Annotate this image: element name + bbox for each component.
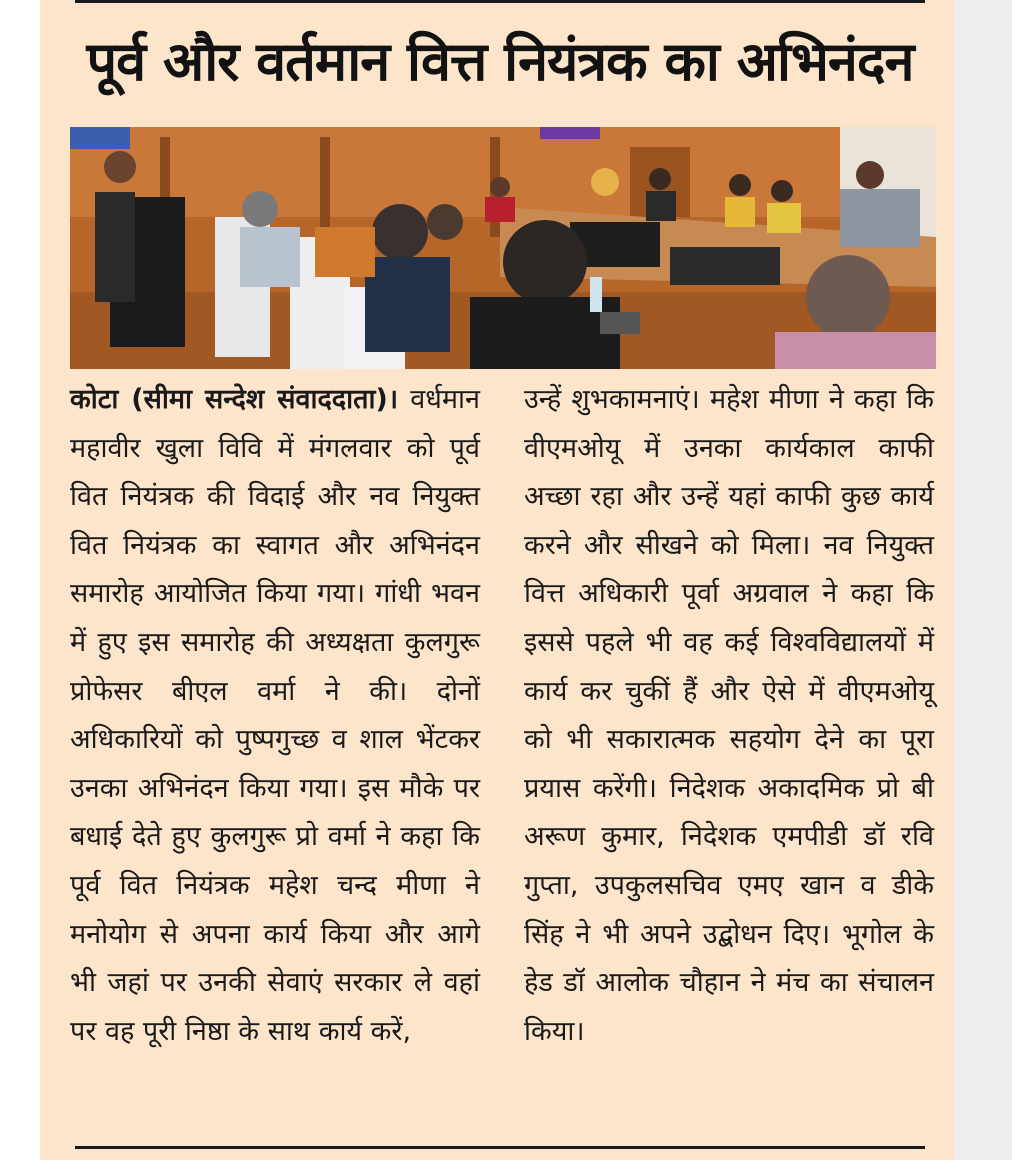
dateline: कोटा (सीमा सन्देश संवाददाता)। (70, 384, 399, 415)
event-photo (70, 127, 936, 369)
column-left-text: वर्धमान महावीर खुला विवि में मंगलवार को पूर्व वित नियंत्रक की विदाई और नव नियुक्त वित नियंत्रक का स्वागत और अभिनंदन समारोह आयोजित किया गया। गांधी भवन में हुए इस समारोह की अध्यक्षता कुलगुरू प्रोफेसर बीएल वर्मा ने की। दोनों अधिकारियों को पुष्पगुच्छ व शाल भेंटकर उनका अभिनंदन किया गया। इस मौके पर बधाई देते हुए कुलगुरू प्रो वर्मा ने कहा कि पूर्व वित नियंत्रक महेश चन्द मीणा ने मनोयोग से अपना कार्य किया और आगे भी जहां पर उनकी सेवाएं सरकार ले वहां पर वह पूरी निष्ठा के साथ कार्य करें, (70, 384, 480, 1047)
right-margin (954, 0, 1012, 1160)
column-right-text: उन्हें शुभकामनाएं। महेश मीणा ने कहा कि वीएमओयू में उनका कार्यकाल काफी अच्छा रहा और उन्हें यहां काफी कुछ कार्य करने और सीखने को मिला। नव नियुक्त वित्त अधिकारी पूर्वा अग्रवाल ने कहा कि इससे पहले भी वह कई विश्वविद्यालयों में कार्य कर चुकीं हैं और ऐसे में वीएमओयू को भी सकारात्मक सहयोग देने का पूरा प्रयास करेंगी। निदेशक अकादमिक प्रो बी अरूण कुमार, निदेशक एमपीडी डॉ रवि गुप्ता, उपकुलसचिव एमए खान व डीके सिंह ने भी अपने उद्बोधन दिए। भूगोल के हेड डॉ आलोक चौहान ने मंच का संचालन किया। (524, 384, 934, 1047)
article-column-left (70, 376, 480, 1056)
headline: पूर्व और वर्तमान वित्त नियंत्रक का अभिनंदन (86, 30, 914, 93)
top-rule (75, 0, 925, 3)
article-column-right (524, 376, 934, 1056)
bottom-rule (75, 1146, 925, 1149)
